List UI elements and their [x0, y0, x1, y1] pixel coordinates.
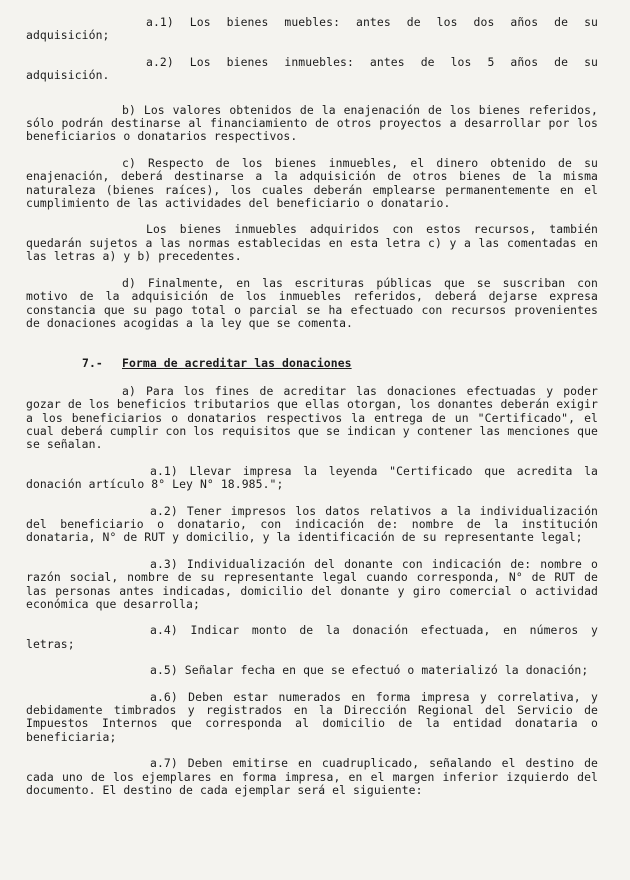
- section-heading: [82, 357, 598, 370]
- paragraph-b: b) Los valores obtenidos de la enajenación de los bienes referidos, sólo podrán destinarse al financiamiento de otros proyectos a desarrollar por los beneficiarios o donatarios respectivos.: [26, 102, 598, 144]
- paragraph-a1-muebles: a.1) Los bienes muebles: antes de los dos años de su adquisición;: [26, 15, 598, 43]
- paragraph-7a4: a.4) Indicar monto de la donación efectuada, en números y letras;: [26, 623, 598, 651]
- section-title: Forma de acreditar las donaciones: [122, 356, 352, 371]
- paragraph-7a2: a.2) Tener impresos los datos relativos a la individualización del beneficiario o donatario, con indicación de: nombre de la institución donataria, N° de RUT y domicilio, y la identificación de su representante legal;: [26, 503, 598, 545]
- paragraph-d: d) Finalmente, en las escrituras públicas que se suscriban con motivo de la adquisición de los inmuebles referidos, deberá dejarse expresa constancia que su pago total o parcial se ha efectuado con recursos provenientes de donaciones acogidas a la ley que se comenta.: [26, 275, 598, 330]
- paragraph-7a3: a.3) Individualización del donante con indicación de: nombre o razón social, nombre de su representante legal cuando corresponda, N° de RUT de las personas antes indicadas, domicilio del donante y giro comercial o actividad económica que desarrolla;: [26, 556, 598, 611]
- paragraph-7a7: a.7) Deben emitirse en cuadruplicado, señalando el destino de cada uno de los ejemplares en forma impresa, en el margen inferior izquierdo del documento. El destino de cada ejemplar será el siguiente:: [26, 756, 598, 798]
- paragraph-7a5: a.5) Señalar fecha en que se efectuó o materializó la donación;: [150, 663, 589, 678]
- paragraph-a2-inmuebles: a.2) Los bienes inmuebles: antes de los 5 años de su adquisición.: [26, 54, 598, 83]
- paragraph-c-continuation: Los bienes inmuebles adquiridos con estos recursos, también quedarán sujetos a las normas establecidas en esta letra c) y a las comentadas en las letras a) y b) precedentes.: [26, 222, 598, 264]
- paragraph-7a: a) Para los fines de acreditar las donaciones efectuadas y poder gozar de los beneficios tributarios que ellas otorgan, los donantes deberán exigir a los beneficiarios o donatarios respectivos la entrega de un "Certificado", el cual deberá cumplir con los requisitos que se indican y contener las menciones que se señalan.: [26, 383, 598, 452]
- paragraph-c: c) Respecto de los bienes inmuebles, el dinero obtenido de su enajenación, deberá destinarse a la adquisición de otros bienes de la misma naturaleza (bienes raíces), los cuales deberán emplearse permanentemente en el cumplimiento de las actividades del beneficiario o donatario.: [26, 155, 598, 211]
- paragraph-7a1: a.1) Llevar impresa la leyenda "Certificado que acredita la donación artículo 8° Ley N° 18.985.";: [26, 463, 598, 492]
- paragraph-7a6: a.6) Deben estar numerados en forma impresa y correlativa, y debidamente timbrados y registrados en la Dirección Regional del Servicio de Impuestos Internos que corresponda al domicilio de la entidad donataria o beneficiaria;: [26, 689, 598, 744]
- section-number: 7.-: [82, 356, 103, 371]
